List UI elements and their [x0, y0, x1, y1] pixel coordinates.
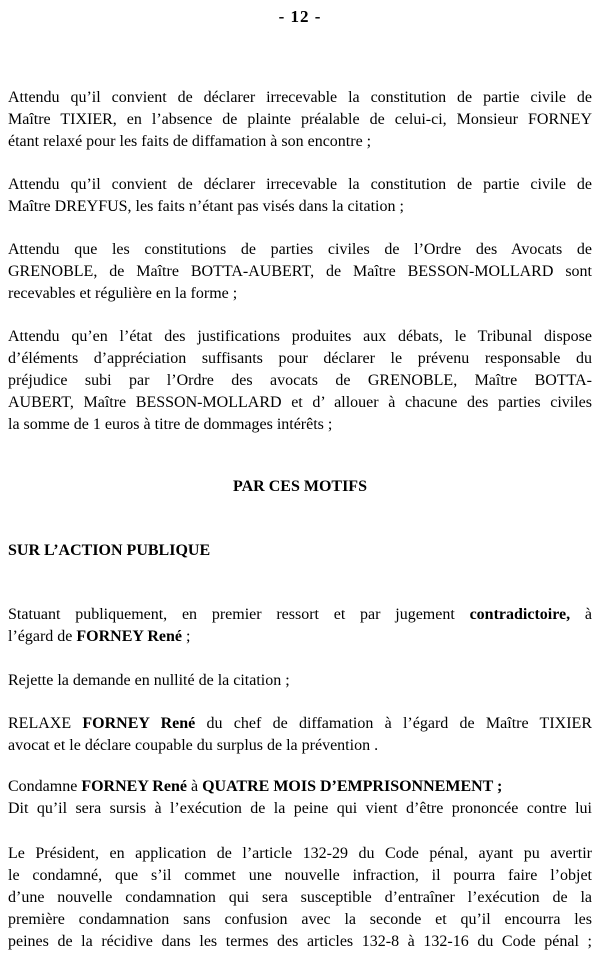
text-line: AUBERT, Maître BESSON-MOLLARD et d’ allouer à chacune des parties civiles — [8, 394, 592, 411]
paragraph-rejette — [8, 670, 592, 692]
text-line: Attendu qu’en l’état des justifications produites aux débats, le Tribunal dispose — [8, 328, 592, 345]
paragraph-constitutions — [8, 239, 592, 305]
text-line: avocat et le déclare coupable du surplus de la prévention . — [8, 737, 379, 754]
text-line: peines de la récidive dans les termes des articles 132-8 à 132-16 du Code pénal ; — [8, 933, 592, 950]
text-line: d’éléments d’appréciation suffisants pour déclarer le prévenu responsable du — [8, 350, 592, 367]
text-line: première condamnation sans confusion avec la seconde et qu’il encourra les — [8, 911, 592, 928]
text-line: Le Président, en application de l’article 132-29 du Code pénal, ayant pu avertir — [8, 845, 592, 862]
paragraph-relaxe — [8, 713, 592, 757]
paragraph-justifications — [8, 326, 592, 436]
text-line: étant relaxé pour les faits de diffamation à son encontre ; — [8, 133, 372, 150]
text-line: d’une nouvelle condamnation qui sera susceptible d’entraîner l’exécution de la — [8, 889, 592, 906]
text-line: l’égard de FORNEY René ; — [8, 628, 191, 645]
text-line: RELAXE FORNEY René du chef de diffamation à l’égard de Maître TIXIER — [8, 715, 592, 732]
paragraph-statuant — [8, 604, 592, 648]
text-line: la somme de 1 euros à titre de dommages intérêts ; — [8, 416, 333, 433]
heading-action-publique: SUR L’ACTION PUBLIQUE — [8, 542, 211, 559]
paragraph-president — [8, 843, 592, 953]
paragraph-condamne — [8, 776, 592, 820]
heading-par-ces-motifs: PAR CES MOTIFS — [233, 478, 367, 495]
defendant-name: FORNEY René — [82, 715, 196, 732]
text-line: Rejette la demande en nullité de la citation ; — [8, 672, 290, 689]
paragraph-dreyfus — [8, 174, 592, 218]
text-line: Dit qu’il sera sursis à l’exécution de la peine qui vient d’être prononcée contre lui — [8, 800, 592, 817]
text-line: Condamne FORNEY René à QUATRE MOIS D’EMPRISONNEMENT ; — [8, 778, 503, 795]
text-line: le condamné, que s’il commet une nouvelle infraction, il pourra faire l’objet — [8, 867, 592, 884]
text-line: Statuant publiquement, en premier ressort et par jugement contradictoire, à — [8, 606, 592, 623]
page-number: - 12 - — [278, 7, 322, 26]
sentence-text: QUATRE MOIS D’EMPRISONNEMENT ; — [202, 778, 503, 795]
text-line: Attendu qu’il convient de déclarer irrecevable la constitution de partie civile de — [8, 176, 592, 193]
text-line: Maître TIXIER, en l’absence de plainte préalable de celui-ci, Monsieur FORNEY — [8, 111, 592, 128]
text-line: recevables et régulière en la forme ; — [8, 285, 238, 302]
text-line: Maître DREYFUS, les faits n’étant pas visés dans la citation ; — [8, 198, 404, 215]
text-line: préjudice subi par l’Ordre des avocats de GRENOBLE, Maître BOTTA- — [8, 372, 592, 389]
text-line: Attendu qu’il convient de déclarer irrecevable la constitution de partie civile de — [8, 89, 592, 106]
paragraph-tixier — [8, 87, 592, 153]
bold-text: contradictoire, — [469, 606, 571, 623]
defendant-name: FORNEY René — [81, 778, 187, 795]
text-line: Attendu que les constitutions de parties civiles de l’Ordre des Avocats de — [8, 241, 592, 258]
text-line: GRENOBLE, de Maître BOTTA-AUBERT, de Maître BESSON-MOLLARD sont — [8, 263, 592, 280]
defendant-name: FORNEY René — [76, 628, 183, 645]
